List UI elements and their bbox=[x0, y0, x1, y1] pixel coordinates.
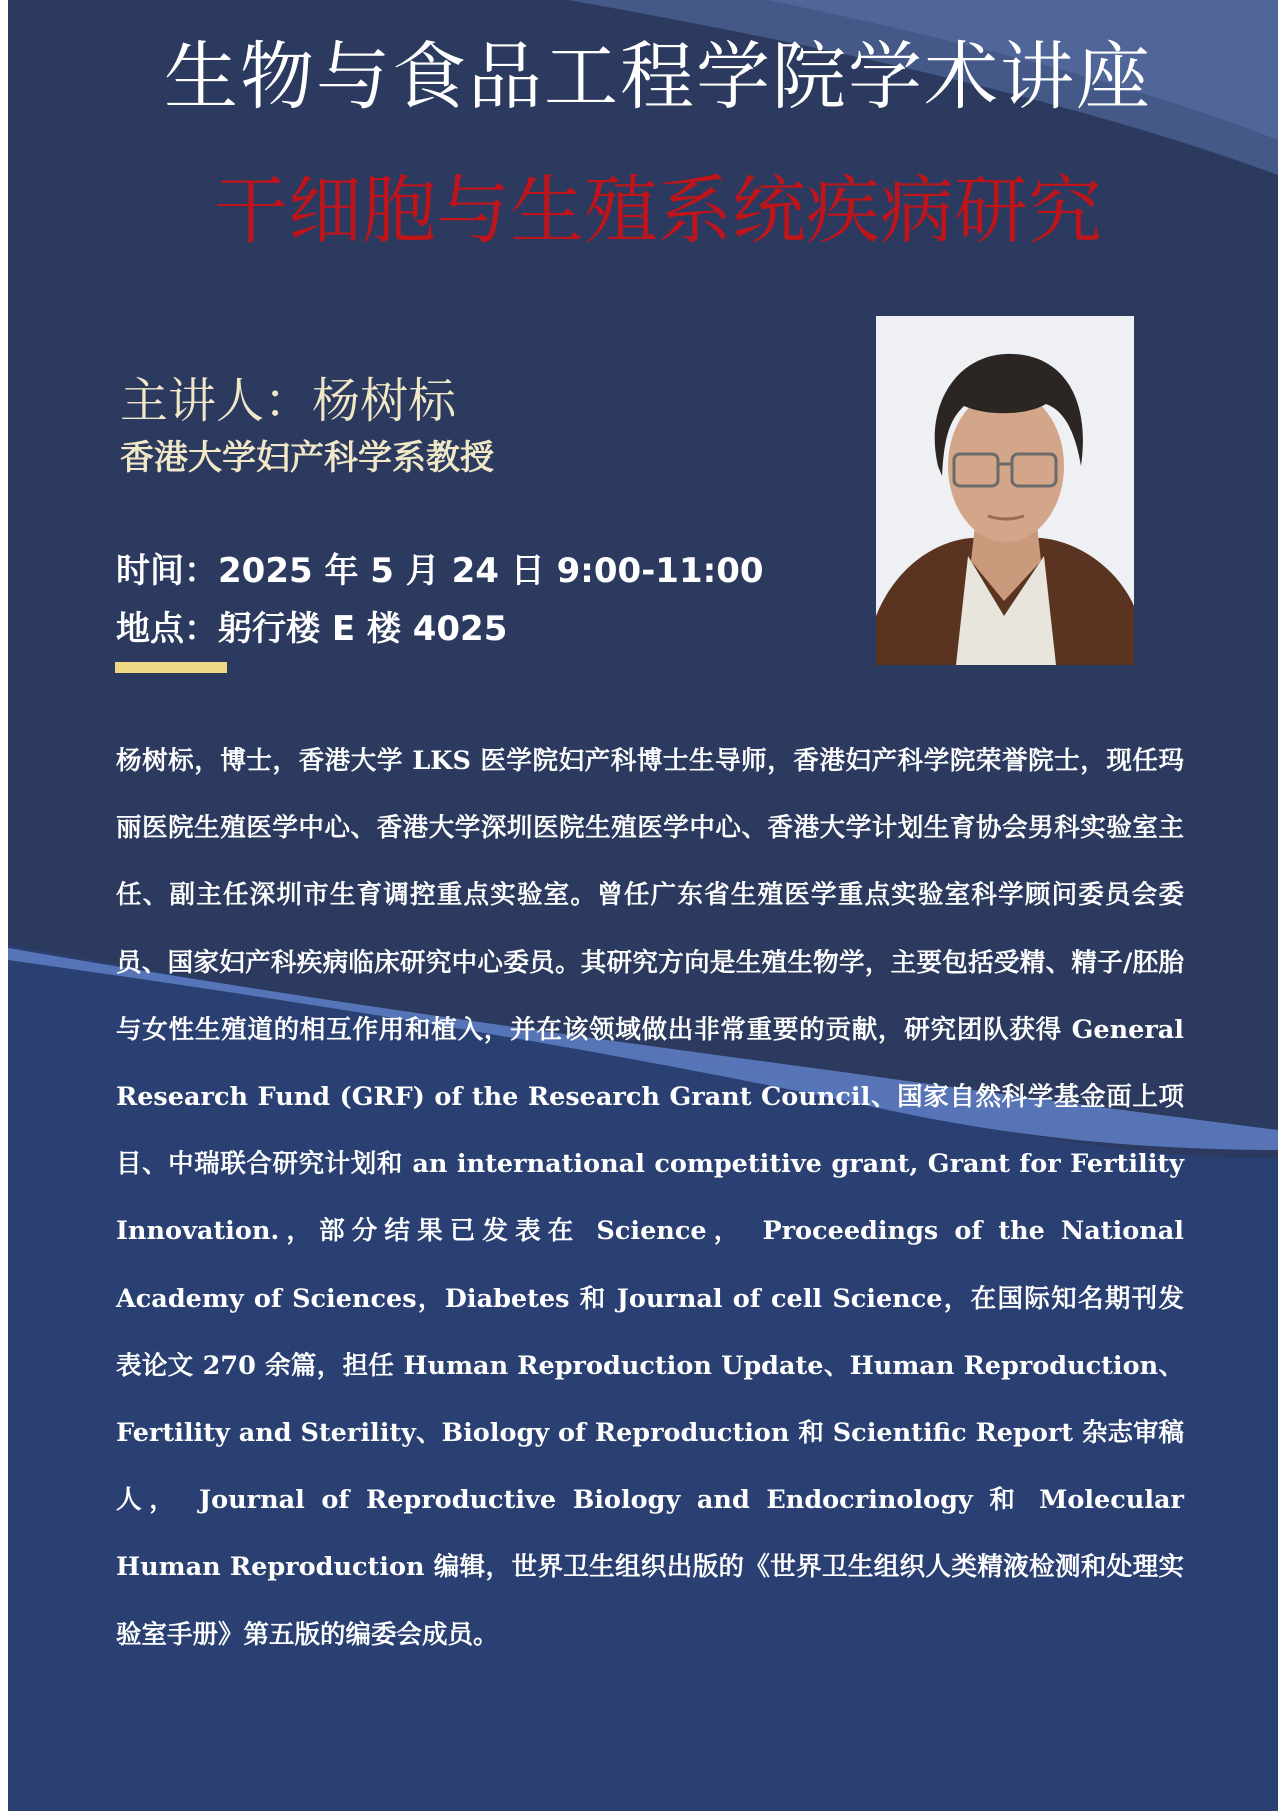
speaker-affiliation: 香港大学妇产科学系教授 bbox=[120, 438, 494, 478]
event-time: 时间：2025 年 5 月 24 日 9:00-11:00 bbox=[116, 551, 764, 591]
poster-title: 生物与食品工程学院学术讲座 bbox=[164, 34, 1152, 120]
speaker-biography: 杨树标，博士，香港大学 LKS 医学院妇产科博士生导师，香港妇产科学院荣誉院士，现任玛丽医院生殖医学中心、香港大学深圳医院生殖医学中心、香港大学计划生育协会男科实验室主任、副主任深圳市生育调控重点实验室。曾任广东省生殖医学重点实验室科学顾问委员会委员、国家妇产科疾病临床研究中心委员。其研究方向是生殖生物学，主要包括受精、精子/胚胎与女性生殖道的相互作用和植入，并在该领域做出非常重要的贡献，研究团队获得 General Research Fund (GRF) of the Research Grant Council、国家自然科学基金面上项目、中瑞联合研究计划和 an international competitive grant, Grant for Fertility Innovation.，部分结果已发表在 Science， Proceedings of the National Academy of Sciences，Diabetes 和 Journal of cell Science，在国际知名期刊发表论文 270 余篇，担任 Human Reproduction Update、Human Reproduction、Fertility and Sterility、Biology of Reproduction 和 Scientific Report 杂志审稿人， Journal of Reproductive Biology and Endocrinology 和 Molecular Human Reproduction 编辑，世界卫生组织出版的《世界卫生组织人类精液检测和处理实验室手册》第五版的编委会成员。 bbox=[116, 746, 1184, 1650]
event-location: 地点：躬行楼 E 楼 4025 bbox=[116, 609, 508, 649]
portrait-image bbox=[876, 316, 1134, 665]
speaker-name: 主讲人：杨树标 bbox=[120, 373, 457, 429]
accent-bar bbox=[115, 662, 227, 673]
speaker-portrait bbox=[876, 316, 1134, 665]
lecture-poster bbox=[8, 0, 1278, 1811]
lecture-topic: 干细胞与生殖系统疾病研究 bbox=[214, 168, 1102, 254]
